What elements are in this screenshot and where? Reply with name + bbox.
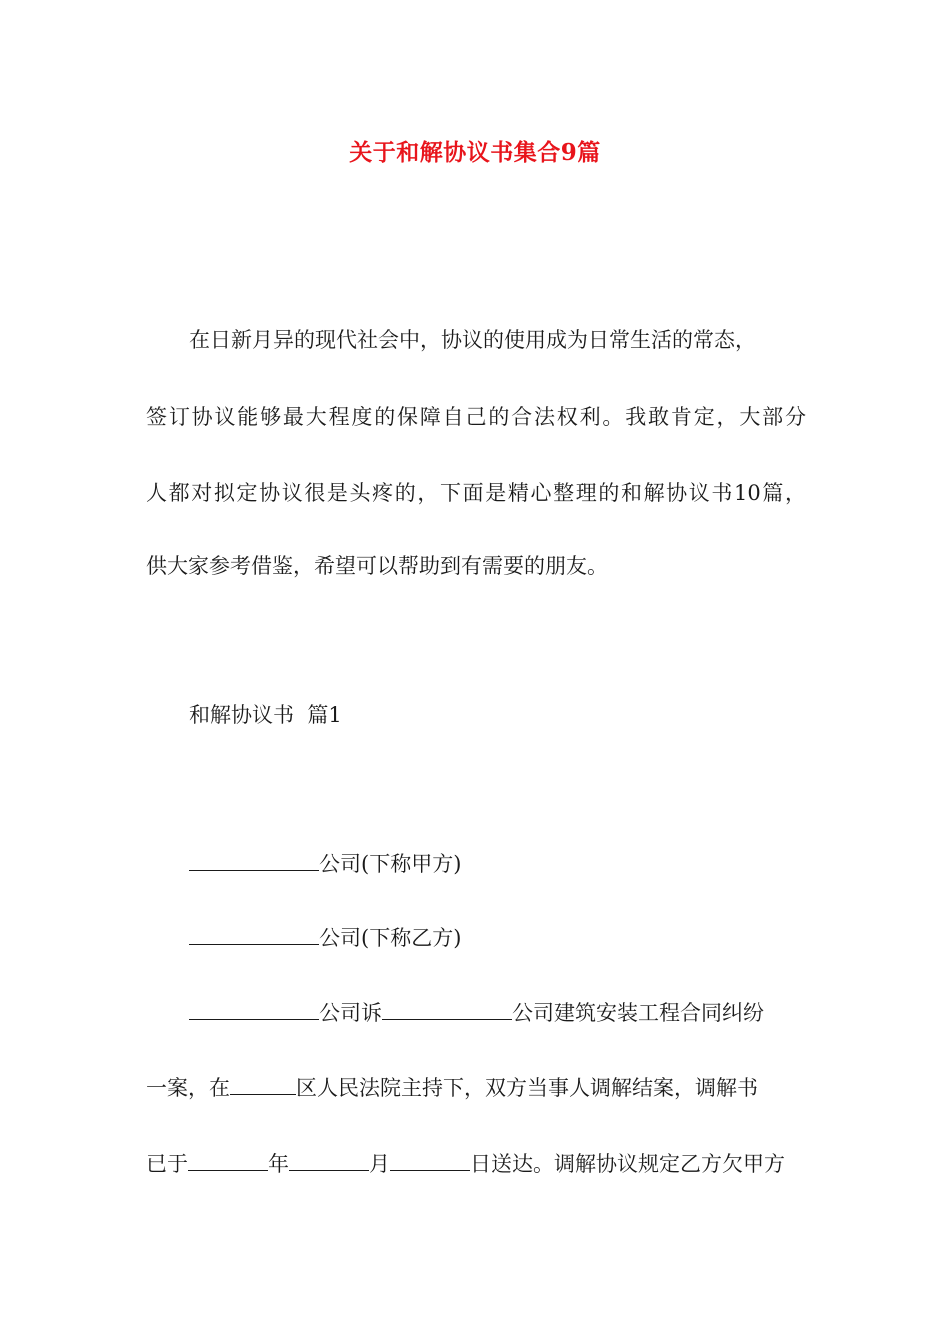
body-text-3d: 日送达。调解协议规定乙方欠甲方 <box>470 1152 785 1176</box>
section-heading: 和解协议书 篇1 <box>189 703 342 727</box>
body-text-3c: 月 <box>369 1152 390 1176</box>
defendant-blank <box>382 999 512 1020</box>
month-blank <box>289 1150 369 1171</box>
body-text-2b: 区人民法院主持下，双方当事人调解结案，调解书 <box>296 1076 758 1100</box>
intro-line-4: 供大家参考借鉴，希望可以帮助到有需要的朋友。 <box>146 554 608 578</box>
year-blank <box>188 1150 268 1171</box>
body-text-3a: 已于 <box>146 1152 188 1176</box>
plaintiff-blank <box>189 999 319 1020</box>
day-blank <box>390 1150 470 1171</box>
body-line-2 <box>146 1073 806 1103</box>
party-a-line <box>189 849 806 879</box>
party-b-name-blank <box>189 924 319 945</box>
intro-line-3: 人都对拟定协议很是头疼的，下面是精心整理的和解协议书10篇， <box>146 481 806 505</box>
district-blank <box>230 1074 296 1095</box>
party-b-line <box>189 923 806 953</box>
body-text-1a: 公司诉 <box>319 1001 382 1025</box>
intro-line-1: 在日新月异的现代社会中，协议的使用成为日常生活的常态， <box>189 328 756 352</box>
body-text-1b: 公司建筑安装工程合同纠纷 <box>512 1001 764 1025</box>
party-a-label: 公司(下称甲方) <box>319 852 462 876</box>
intro-line-2: 签订协议能够最大程度的保障自己的合法权利。我敢肯定，大部分 <box>146 405 806 429</box>
body-text-2a: 一案，在 <box>146 1076 230 1100</box>
body-line-1 <box>189 998 806 1028</box>
body-line-3 <box>146 1149 806 1179</box>
party-b-label: 公司(下称乙方) <box>319 926 462 950</box>
body-text-3b: 年 <box>268 1152 289 1176</box>
document-title: 关于和解协议书集合9篇 <box>349 139 601 166</box>
party-a-name-blank <box>189 850 319 871</box>
